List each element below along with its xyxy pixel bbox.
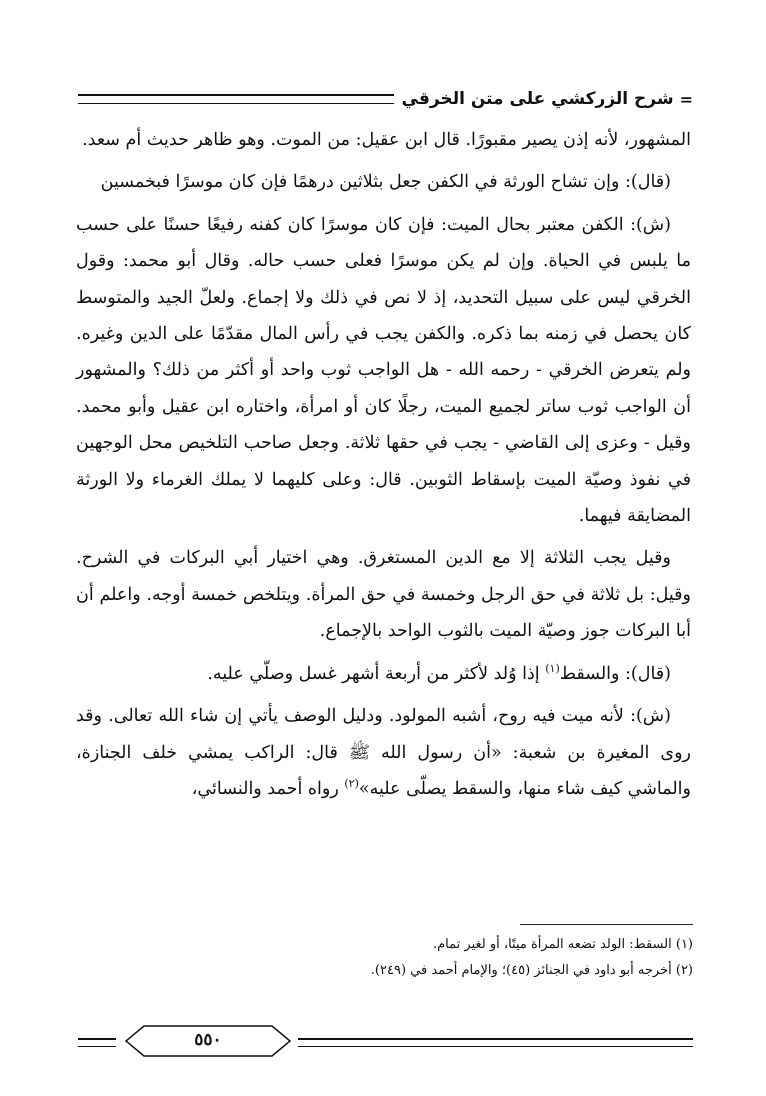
footer-rule-left [78, 1038, 116, 1047]
paragraph-6-text-cont: رواه أحمد والنسائي، [191, 778, 345, 799]
paragraph-3: (ش): الكفن معتبر بحال الميت: فإن كان موسرًا كان كفنه رفيعًا حسنًا على حسب ما يلبس في الحياة. وإن لم يكن موسرًا فعلى حسب حاله. وقال أبو محمد: وقول الخرقي ليس على سبيل التحديد، إذ لا نص في ذلك ولا إجماع. ولعلّ الجيد والمتوسط كان يحصل في زمنه بما ذكره. والكفن يجب في رأس المال مقدّمًا على الدين وغيره. ولم يتعرض الخرقي - رحمه الله - هل الواجب ثوب واحد أو أكثر من ذلك؟ والمشهور أن الواجب ثوب ساتر لجميع الميت، رجلًا كان أو امرأة، واختاره ابن عقيل وأبو محمد. وقيل - وعزى إلى القاضي - يجب في حقها ثلاثة. وجعل صاحب التلخيص محل الوجهين في نفوذ وصيّة الميت بإسقاط الثوبين. قال: وعلى كليهما لا يملك الغرماء ولا الورثة المضايقة فيهما. [76, 214, 691, 527]
running-header-title: شرح الزركشي على متن الخرقي [401, 89, 674, 109]
header-ornament: = [679, 89, 693, 109]
paragraph-6-text: (ش): لأنه ميت فيه روح، أشبه المولود. ودليل الوصف يأتي إن شاء الله تعالى. وقد روى المغيرة بن شعبة: «أن رسول الله ﷺ قال: الراكب يمشي خلف الجنازة، والماشي كيف شاء منها، والسقط يصلّى عليه» [76, 706, 691, 799]
paragraph-1: المشهور، لأنه إذن يصير مقبورًا. قال ابن عقيل: من الموت. وهو ظاهر حديث أم سعد. [82, 130, 691, 150]
footnote-divider [520, 924, 693, 925]
paragraph-5 [76, 656, 691, 692]
paragraph-5-text-cont: إذا وُلد لأكثر من أربعة أشهر غسل وصلّي عليه. [207, 663, 546, 684]
paragraph-4: وقيل يجب الثلاثة إلا مع الدين المستغرق. وهي اختيار أبي البركات في الشرح. وقيل: بل ثلاثة في حق الرجل وخمسة في حق المرأة. ويتلخص خمسة أوجه. واعلم أن أبا البركات جوز وصيّة الميت بالثوب الواحد بالإجماع. [76, 548, 691, 642]
header-rule [78, 94, 394, 104]
paragraph-5-text: (قال): والسقط [559, 663, 671, 684]
running-header [78, 84, 693, 114]
footnote-2: (٢) أخرجه أبو داود في الجنائز (٤٥)؛ والإمام أحمد في (٢٤٩). [370, 963, 693, 978]
footnotes [76, 932, 693, 984]
page-number: ٥٥٠ [194, 1030, 222, 1050]
footnote-1: (١) السقط: الولد تضعه المرأة ميتًا، أو لغير تمام. [432, 937, 693, 952]
page-number-badge [118, 1023, 298, 1059]
main-text [76, 122, 691, 813]
footnote-ref-2[interactable]: (٢) [344, 777, 359, 791]
footer-rule-right [298, 1038, 693, 1047]
paragraph-6 [76, 698, 691, 807]
footnote-ref-1[interactable]: (١) [545, 661, 560, 675]
paragraph-2: (قال): وإن تشاح الورثة في الكفن جعل بثلاثين درهمًا فإن كان موسرًا فبخمسين [100, 172, 671, 193]
page-footer [78, 1023, 693, 1063]
